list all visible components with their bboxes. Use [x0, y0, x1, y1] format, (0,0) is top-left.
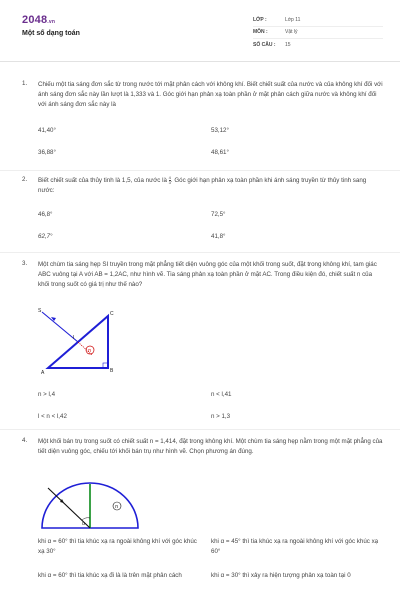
- logo-suffix: .vn: [47, 19, 56, 25]
- answer-option-c[interactable]: l < n < l,42: [38, 413, 67, 420]
- meta-key: MÔN :: [253, 29, 268, 36]
- fraction-denominator: 3: [168, 180, 171, 185]
- question-number: 1.: [22, 80, 28, 87]
- question-text: Một khối bán trụ trong suốt có chiết suất n = 1,414, đặt trong không khí. Một chùm tia sáng hẹp nằm trong một mặt phẳng của tiết diện vuông góc, chiếu tới khối bán trụ như hình vẽ. Chọn phương án đúng.: [38, 438, 383, 456]
- angle-arc: [82, 518, 90, 520]
- label-i: I: [73, 335, 75, 341]
- meta-row-count: [253, 39, 383, 52]
- label-c: C: [110, 311, 114, 317]
- answer-option-a[interactable]: khi α = 60° thì tia khúc xạ ra ngoài không khí với góc khúc xạ 30°: [38, 538, 197, 555]
- label-b: B: [110, 368, 114, 374]
- label-alpha: α: [82, 521, 85, 527]
- question-text: Chiếu một tia sáng đơn sắc từ trong nước tới mặt phân cách với không khí. Biết chiết suất của nước và của không khí đối với ánh sáng đơn sắc này lần lượt là 1,333 và 1. Góc giới hạn phản xạ toàn phần ở mặt phân cách giữa nước và không khí đối với ánh sáng đơn sắc này là: [38, 81, 383, 109]
- meta-row-subject: [253, 27, 383, 40]
- meta-value: Vật lý: [285, 29, 298, 36]
- label-a: A: [41, 370, 45, 376]
- prism-figure: [38, 304, 138, 382]
- answer-option-c[interactable]: 36,88°: [38, 149, 56, 156]
- answer-option-d[interactable]: 48,61°: [211, 149, 229, 156]
- meta-key: LỚP :: [253, 16, 267, 23]
- label-n: n: [115, 503, 119, 510]
- answer-option-a[interactable]: n > l,4: [38, 391, 56, 398]
- label-s: S: [38, 308, 42, 314]
- question-1: [22, 80, 384, 170]
- answer-option-b[interactable]: 53,12°: [211, 127, 229, 134]
- logo-main: 2048: [22, 14, 48, 26]
- site-logo[interactable]: [22, 14, 55, 26]
- divider: [0, 170, 400, 171]
- meta-value: Lớp 11: [285, 16, 301, 23]
- page-title: Một số dạng toán: [22, 30, 80, 37]
- meta-row-class: [253, 14, 383, 27]
- answer-option-b[interactable]: 72,5°: [211, 211, 226, 218]
- answer-option-d[interactable]: 41,8°: [211, 233, 226, 240]
- answer-option-a[interactable]: 46,8°: [38, 211, 53, 218]
- question-number: 3.: [22, 260, 28, 267]
- meta-table: [253, 14, 383, 52]
- answer-option-b[interactable]: n < l,41: [211, 391, 232, 398]
- answer-option-d[interactable]: khi α = 30° thì xảy ra hiện tượng phản xạ toàn tại 0: [211, 572, 351, 579]
- question-4: [22, 437, 384, 600]
- answer-option-d[interactable]: n > 1,3: [211, 413, 231, 420]
- question-3: [22, 260, 384, 428]
- question-number: 4.: [22, 437, 28, 444]
- question-text-part: . Góc giới hạn phản xạ toàn phần khi ánh sáng truyền từ thủy tinh sang nước:: [38, 177, 367, 195]
- fraction-numerator: 4: [168, 175, 171, 180]
- semicylinder-figure: [38, 481, 144, 531]
- question-text-part: Biết chiết suất của thủy tinh là 1,5, của nước là: [38, 177, 169, 185]
- page-header: [0, 0, 400, 62]
- meta-key: SỐ CÂU :: [253, 42, 276, 49]
- label-n: n: [88, 347, 92, 354]
- meta-value: 15: [285, 42, 291, 49]
- answer-option-c[interactable]: khi α = 60° thì tia khúc xạ đi là là trên mặt phân cách: [38, 572, 182, 579]
- divider: [0, 252, 400, 253]
- answer-option-c[interactable]: 62,7°: [38, 233, 53, 240]
- answer-option-a[interactable]: 41,40°: [38, 127, 56, 134]
- divider: [0, 429, 400, 430]
- question-2: [22, 176, 384, 250]
- question-text: [38, 176, 384, 197]
- question-text: Một chùm tia sáng hẹp SI truyền trong mặt phẳng tiết diện vuông góc của một khối trong suốt, đặt trong không khí, tam giác ABC vuông tại A với AB = 1,2AC, như hình vẽ. Tia sáng phản xạ toàn phần ở mặt AC. Trong điều kiện đó, chiết suất n của khối trong suốt có giá trị như thế nào?: [38, 261, 377, 289]
- answer-option-b[interactable]: khi α = 45° thì tia khúc xạ ra ngoài không khí với góc khúc xạ 60°: [211, 538, 379, 555]
- question-number: 2.: [22, 176, 28, 183]
